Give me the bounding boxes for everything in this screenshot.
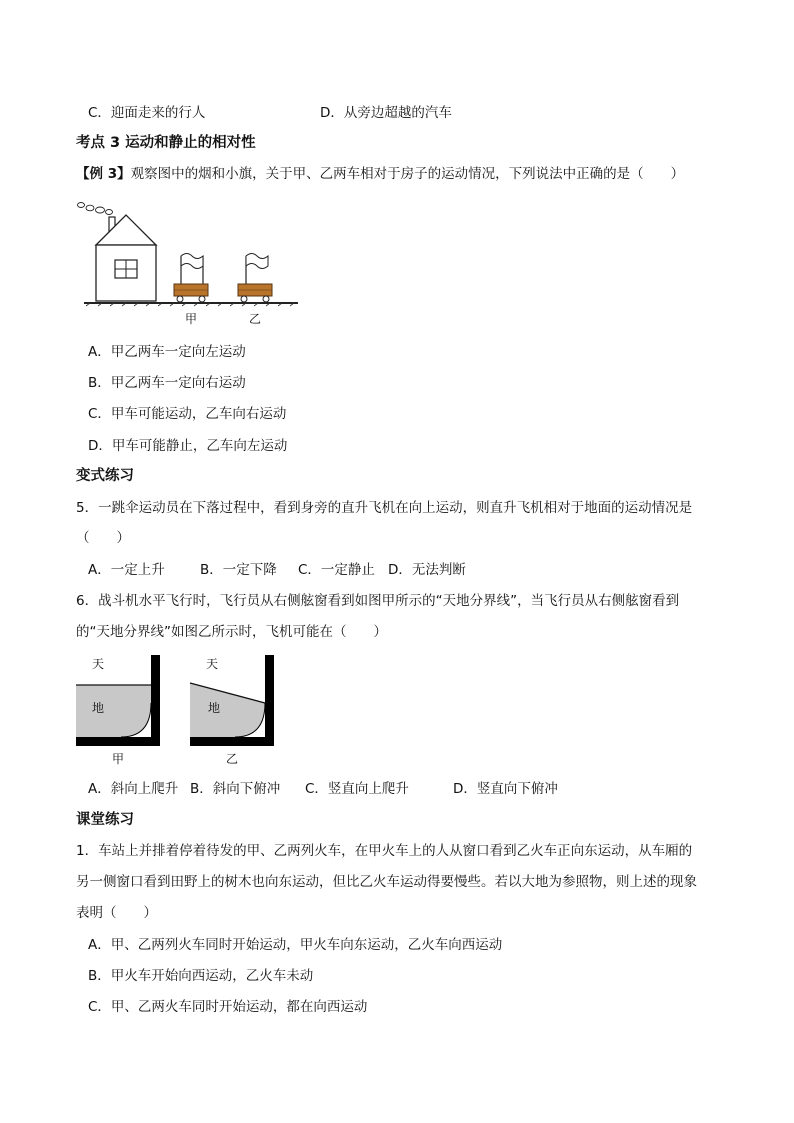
flag-a — [181, 254, 203, 269]
ground-label: 地 — [92, 701, 105, 715]
q5-stem-line1: 5．一跳伞运动员在下落过程中，看到身旁的直升飞机在向上运动，则直升飞机相对于地面的运动情况是 — [76, 500, 693, 516]
window-frame-right — [151, 655, 160, 746]
figure-b-label: 乙 — [226, 752, 239, 766]
smoke-puff — [86, 205, 94, 211]
option-c: C．迎面走来的行人 — [88, 105, 206, 121]
q1-stem-line2: 另一侧窗口看到田野上的树木也向东运动，但比乙火车运动得要慢些。若以大地为参照物，则上述的现象 — [76, 874, 697, 890]
variant-title: 变式练习 — [76, 468, 134, 484]
window-frame-bottom — [76, 737, 160, 746]
example-3-stem — [76, 165, 684, 183]
ground-area — [190, 683, 265, 737]
sky-label: 天 — [92, 657, 105, 671]
window-frame-bottom — [190, 737, 274, 746]
flag-b — [246, 254, 268, 269]
example-option-b: B．甲乙两车一定向右运动 — [88, 375, 246, 391]
section-title: 考点 3 运动和静止的相对性 — [76, 135, 256, 151]
horizon-figure-b — [190, 655, 276, 767]
q5-option-b: B．一定下降 — [200, 562, 277, 578]
q1-stem-line3: 表明（ ） — [76, 905, 157, 921]
horizon-figure-a — [76, 655, 162, 767]
q6-option-a: A．斜向上爬升 — [88, 781, 179, 797]
q1-stem-line1: 1．车站上并排着停着待发的甲、乙两列火车，在甲火车上的人从窗口看到乙火车正向东运动，从车厢的 — [76, 843, 693, 859]
cart-a — [174, 254, 208, 303]
figure-a-label: 甲 — [112, 752, 125, 766]
q1-option-a: A．甲、乙两列火车同时开始运动，甲火车向东运动，乙火车向西运动 — [88, 937, 503, 953]
smoke-puff — [78, 203, 85, 208]
q6-option-b: B．斜向下俯冲 — [190, 781, 281, 797]
q6-stem-line1: 6．战斗机水平飞行时，飞行员从右侧舷窗看到如图甲所示的“天地分界线”，当飞行员从右侧舷窗看到 — [76, 593, 680, 609]
example-stem: 观察图中的烟和小旗，关于甲、乙两车相对于房子的运动情况，下列说法中正确的是（ ） — [130, 166, 685, 182]
q5-stem-line2: （ ） — [76, 530, 130, 546]
example-option-c: C．甲车可能运动，乙车向右运动 — [88, 406, 287, 422]
sky-label: 天 — [206, 657, 219, 671]
smoke-puff — [96, 207, 105, 213]
cart-a-label: 甲 — [185, 312, 198, 326]
q5-option-a: A．一定上升 — [88, 562, 165, 578]
example-option-d: D．甲车可能静止，乙车向左运动 — [88, 438, 288, 454]
q1-option-c: C．甲、乙两火车同时开始运动，都在向西运动 — [88, 999, 368, 1015]
q5-option-c: C．一定静止 — [298, 562, 375, 578]
cart-b-label: 乙 — [249, 312, 262, 326]
cart-b — [238, 254, 272, 303]
ground-label: 地 — [208, 701, 221, 715]
example-tag: 【例 3】 — [76, 166, 131, 182]
window-frame-right — [265, 655, 274, 746]
house-carts-figure — [76, 198, 306, 330]
q6-option-d: D．竖直向下俯冲 — [453, 781, 558, 797]
q1-option-b: B．甲火车开始向西运动，乙火车未动 — [88, 968, 314, 984]
q6-option-c: C．竖直向上爬升 — [305, 781, 409, 797]
classroom-title: 课堂练习 — [76, 812, 134, 828]
ground-area — [76, 685, 151, 737]
q6-stem-line2: 的“天地分界线”如图乙所示时，飞机可能在（ ） — [76, 624, 387, 640]
house-roof — [96, 215, 156, 245]
option-d: D．从旁边超越的汽车 — [320, 105, 452, 121]
example-option-a: A．甲乙两车一定向左运动 — [88, 344, 246, 360]
q5-option-d: D．无法判断 — [388, 562, 466, 578]
smoke-puff — [106, 210, 113, 215]
